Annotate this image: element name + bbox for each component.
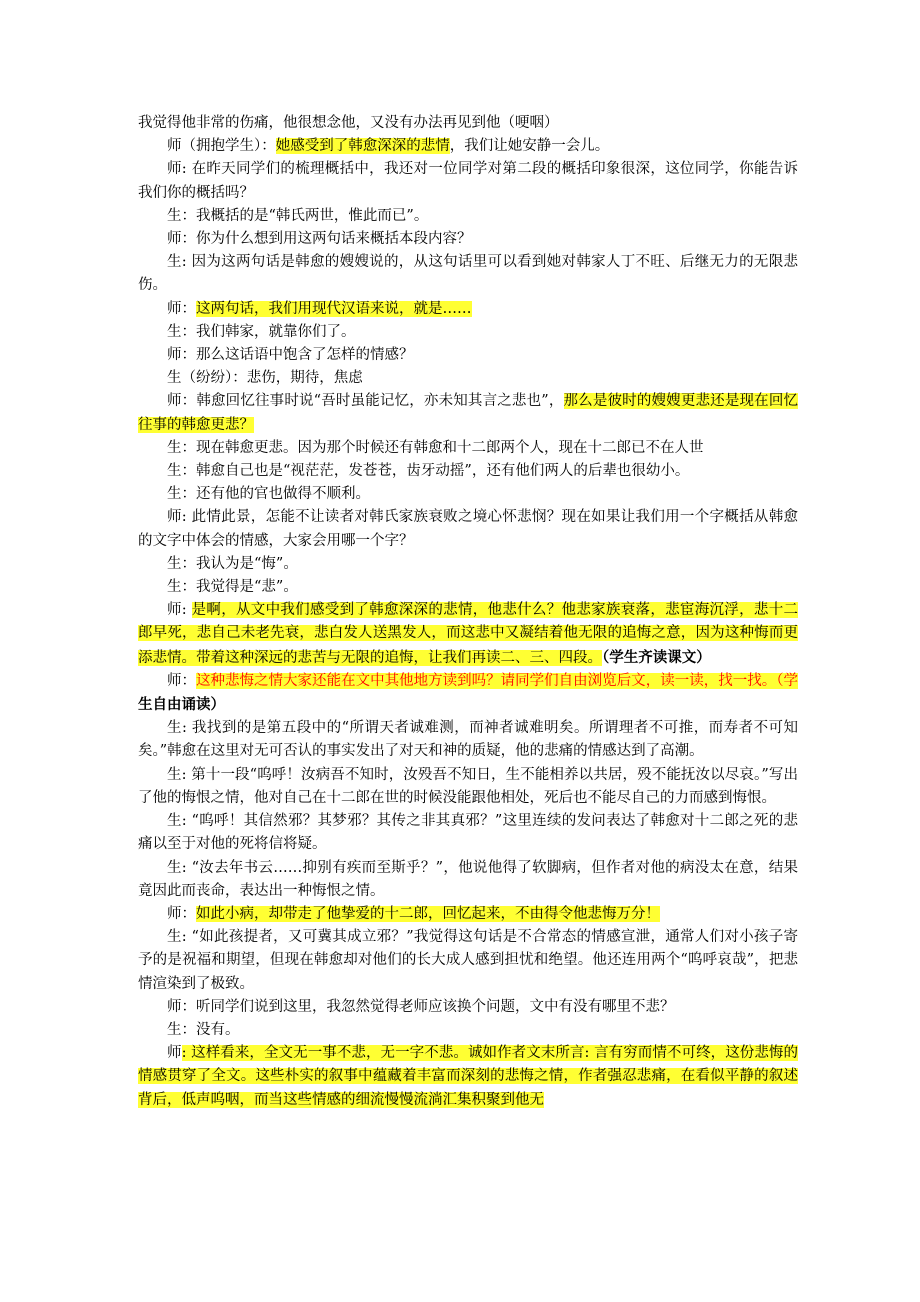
paragraph-text: 生: 第十一段“呜呼！汝病吾不知时，汝殁吾不知日，生不能相养以共居，殁不能抚汝以尽哀。”写出了他的悔恨之情，他对自己在十二郎在世的时候没能跟他相处，死后也不能尽自己的力而感到悔恨。: [138, 766, 798, 806]
dialogue-paragraph: [138, 1019, 798, 1042]
highlighted-text: 这两句话，我们用现代汉语来说，就是……: [196, 300, 472, 317]
dialogue-paragraph: [138, 112, 798, 135]
paragraph-text: ，我们让她安静一会儿。: [449, 138, 610, 155]
dialogue-paragraph: [138, 670, 798, 717]
document-page: [138, 112, 798, 1112]
highlighted-text: 如此小病，却带走了他挚爱的十二郎，回忆起来，不由得令他悲悔万分！: [196, 905, 660, 922]
paragraph-text: 生：我概括的是“韩氏两世，惟此而已”。: [167, 207, 429, 224]
dialogue-paragraph: [138, 135, 798, 158]
paragraph-text: 生：我觉得是“悲”。: [167, 579, 298, 596]
paragraph-text: 生: “呜呼！其信然邪？其梦邪？其传之非其真邪？”这里连续的发问表达了韩愈对十二郎之死的悲痛以至于对他的死将信将疑。: [138, 813, 798, 853]
dialogue-paragraph: [138, 367, 798, 390]
dialogue-paragraph: [138, 506, 798, 552]
dialogue-paragraph: [138, 810, 798, 856]
paragraph-text: 师:: [167, 602, 192, 619]
dialogue-paragraph: [138, 437, 798, 460]
paragraph-text: 师：那么这话语中饱含了怎样的情感？: [167, 347, 414, 364]
paragraph-text: 师：韩愈回忆往事时说“吾时虽能记忆，亦未知其言之悲也”，: [167, 393, 564, 410]
paragraph-text: （学生齐读课文）: [602, 648, 711, 666]
paragraph-text: 师: [167, 1045, 182, 1062]
paragraph-text: 生：我们韩家，就靠你们了。: [167, 323, 356, 340]
dialogue-paragraph: [138, 764, 798, 810]
paragraph-text: 师：: [167, 300, 196, 317]
dialogue-paragraph: [138, 717, 798, 763]
paragraph-text: 生: 因为这两句话是韩愈的嫂嫂说的，从这句话里可以看到她对韩家人丁不旺、后继无力的无限悲伤。: [138, 254, 798, 294]
paragraph-text: 师（拥抱学生）：: [167, 138, 276, 155]
highlighted-text: 这种悲悔之情大家还能在文中其他地方读到吗？请同学们自由浏览后文，读一读，找一找。（学: [196, 672, 799, 689]
paragraph-text: 师：: [167, 905, 196, 922]
paragraph-text: 生: 我找到的是第五段中的“所谓天者诚难测，而神者诚难明矣。所谓理者不可推，而寿者不可知矣。”韩愈在这里对无可否认的事实发出了对天和神的质疑，他的悲痛的情感达到了高潮。: [138, 720, 798, 760]
dialogue-paragraph: [138, 344, 798, 367]
dialogue-paragraph: [138, 926, 798, 996]
highlighted-text: : 这样看来，全文无一事不悲，无一字不悲。诚如作者文末所言: 言有穷而情不可终，这份悲悔的情感贯穿了全文。这些朴实的叙事中蕴藏着丰富而深刻的悲悔之情，作者强忍悲痛，在看似平静的叙述背后，低声呜咽，而当这些情感的细流慢慢流淌汇集积聚到他无: [138, 1045, 798, 1108]
paragraph-text: 生：现在韩愈更悲。因为那个时候还有韩愈和十二郎两个人，现在十二郎已不在人世: [167, 439, 704, 456]
highlighted-text: 那么是彼时的嫂嫂更悲还是现在回忆往事的韩愈更悲？: [138, 393, 799, 433]
paragraph-text: 师：: [167, 672, 197, 689]
paragraph-text: 我觉得他非常的伤痛，他很想念他，又没有办法再见到他（哽咽）: [138, 115, 559, 131]
paragraph-text: 生: “如此孩提者，又可冀其成立邪？”我觉得这句话是不合常态的情感宣泄，通常人们对小孩子寄予的是祝福和期望，但现在韩愈却对他们的长大成人感到担忧和绝望。他还连用两个“呜呼哀哉”，把悲情渲染到了极致。: [138, 929, 798, 992]
paragraph-text: 师: 此情此景，怎能不让读者对韩氏家族衰败之境心怀悲悯？现在如果让我们用一个字概括从韩愈的文字中体会的情感，大家会用哪一个字？: [138, 509, 798, 549]
highlighted-text: 是啊，从文中我们感受到了韩愈深深的悲情，他悲什么？他悲家族衰落，悲宦海沉浮，悲十二郎早死，悲自己未老先衰，悲白发人送黑发人，而这悲中又凝结着他无限的追悔之意，因为这种悔而更添悲情。带着这种深远的悲苦与无限的追悔，让我们再读二、三、四段。: [138, 602, 798, 666]
dialogue-paragraph: [138, 553, 798, 576]
highlighted-text: 她感受到了韩愈深深的悲情: [275, 138, 450, 155]
paragraph-text: 师：听同学们说到这里，我忽然觉得老师应该换个问题，文中有没有哪里不悲？: [167, 998, 675, 1015]
dialogue-paragraph: [138, 857, 798, 903]
dialogue-paragraph: [138, 903, 798, 926]
paragraph-text: 生自由诵读）: [138, 696, 225, 714]
paragraph-text: 生：没有。: [167, 1021, 240, 1038]
dialogue-paragraph: [138, 298, 798, 321]
dialogue-paragraph: [138, 599, 798, 670]
dialogue-paragraph: [138, 390, 798, 436]
dialogue-paragraph: [138, 460, 798, 483]
paragraph-text: 生：还有他的官也做得不顺利。: [167, 486, 370, 503]
dialogue-paragraph: [138, 228, 798, 251]
dialogue-paragraph: [138, 205, 798, 228]
paragraph-text: 生：我认为是“悔”。: [167, 555, 298, 572]
paragraph-text: 生: “汝去年书云……抑别有疾而至斯乎？”，他说他得了软脚病，但作者对他的病没太在意，结果竟因此而丧命，表达出一种悔恨之情。: [138, 859, 798, 899]
dialogue-paragraph: [138, 321, 798, 344]
dialogue-paragraph: [138, 996, 798, 1019]
dialogue-paragraph: [138, 576, 798, 599]
dialogue-paragraph: [138, 483, 798, 506]
paragraph-text: 师: 在昨天同学们的梳理概括中，我还对一位同学对第二段的概括印象很深，这位同学，你能告诉我们你的概括吗？: [138, 161, 798, 201]
paragraph-text: 生（纷纷）：悲伤，期待，焦虑: [167, 370, 363, 387]
dialogue-paragraph: [138, 251, 798, 297]
paragraph-text: 师：你为什么想到用这两句话来概括本段内容？: [167, 231, 472, 248]
paragraph-text: 生：韩愈自己也是“视茫茫，发苍苍，齿牙动摇”，还有他们两人的后辈也很幼小。: [167, 463, 690, 480]
dialogue-paragraph: [138, 1042, 798, 1112]
dialogue-paragraph: [138, 158, 798, 204]
